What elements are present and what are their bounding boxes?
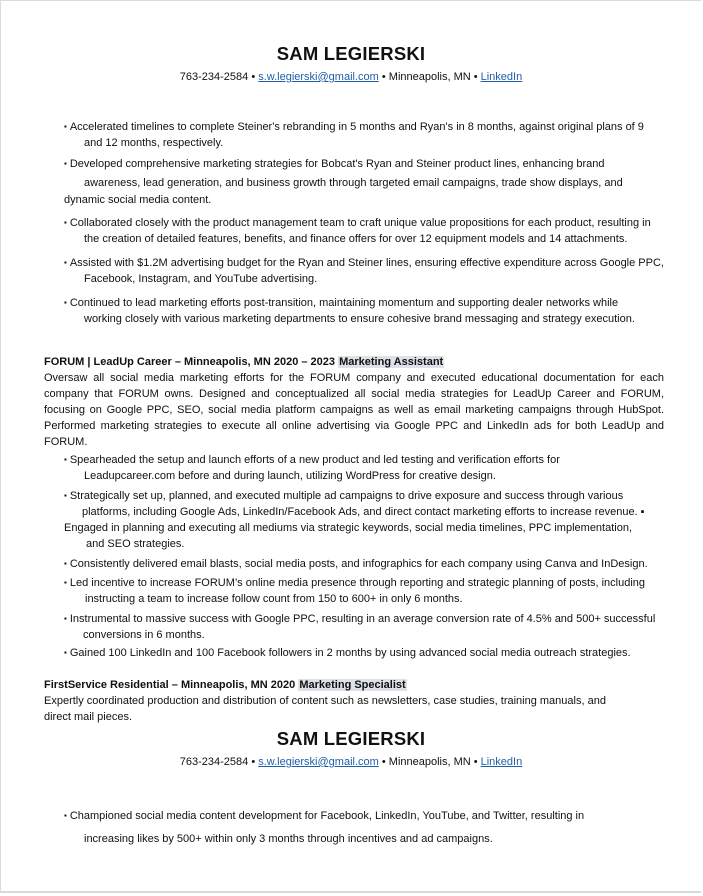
bullet-item (64, 255, 676, 287)
job-title: Marketing Assistant (339, 356, 444, 368)
bullet-text: Instrumental to massive success with Google PPC, resulting in an average conversion rate of 4.5% and 500+ successful (69, 613, 656, 625)
location-text: Minneapolis, MN (388, 756, 471, 768)
bullet-text: Collaborated closely with the product management team to craft unique value propositions for each product, resulting in (69, 217, 651, 229)
bullet-item (64, 575, 676, 607)
bullet-icon: ▪ (64, 648, 67, 657)
bullet-item (64, 119, 676, 151)
separator: • (473, 756, 478, 768)
bullet-icon: ▪ (64, 578, 67, 587)
linkedin-link[interactable]: LinkedIn (480, 71, 523, 83)
bullet-text: Engaged in planning and executing all mediums via strategic keywords, social media timelines, PPC implementation, (64, 522, 633, 534)
bullet-item (64, 556, 676, 572)
job-company-location-dates: FirstService Residential – Minneapolis, MN 2020 (44, 679, 296, 691)
bullet-text: Gained 100 LinkedIn and 100 Facebook followers in 2 months by using advanced social media outreach strategies. (69, 647, 631, 659)
bullet-text: Strategically set up, planned, and executed multiple ad campaigns to drive exposure and success through various (69, 490, 624, 502)
bullet-text: dynamic social media content. (64, 194, 212, 206)
job-company-location-dates: FORUM | LeadUp Career – Minneapolis, MN 2020 – 2023 (44, 356, 336, 368)
email-link[interactable]: s.w.legierski@gmail.com (258, 756, 379, 768)
separator: • (473, 71, 478, 83)
bullet-text: the creation of detailed features, benefits, and finance offers for over 12 equipment models and 14 attachments. (84, 233, 628, 245)
job-title: Marketing Specialist (299, 679, 406, 691)
job-summary-line: Expertly coordinated production and distribution of content such as newsletters, case studies, training manuals, and (44, 695, 606, 707)
bullet-item (64, 295, 676, 327)
bullet-text: awareness, lead generation, and business growth through targeted email campaigns, trade show displays, and (84, 177, 623, 189)
bullet-text: and SEO strategies. (86, 538, 185, 550)
bullet-text: Consistently delivered email blasts, social media posts, and infographics for each company using Canva and InDesign. (69, 558, 648, 570)
bullet-text: Leadupcareer.com before and during launch, utilizing WordPress for creative design. (84, 470, 496, 482)
bullet-item (64, 804, 676, 851)
bullet-item (64, 611, 676, 643)
phone-number: 763-234-2584 (179, 756, 249, 768)
linkedin-link[interactable]: LinkedIn (480, 756, 523, 768)
bullet-item (64, 452, 676, 484)
bullet-icon: ▪ (64, 122, 67, 131)
job-summary: Oversaw all social media marketing efforts for the FORUM company and executed educational documentation for each company that FORUM owns. Designed and conceptualized all social media strategies for LeadUp Career and FORUM, focusing on Google PPC, SEO, social media platform campaigns as well as email marketing campaigns through HubSpot. Performed marketing strategies to execute all online advertising via Google PPC and LinkedIn ads for both LeadUp and FORUM. (44, 372, 664, 448)
candidate-name: SAM LEGIERSKI (276, 43, 426, 64)
bullet-icon: ▪ (64, 218, 67, 227)
separator: • (251, 756, 256, 768)
bullet-text: Accelerated timelines to complete Steiner's rebranding in 5 months and Ryan's in 8 months, against original plans of 9 (69, 121, 644, 133)
bullet-icon: ▪ (64, 559, 67, 568)
bullet-icon: ▪ (64, 491, 67, 500)
bullet-icon: ▪ (64, 159, 67, 168)
bullet-icon: ▪ (64, 614, 67, 623)
bullet-item (64, 215, 676, 247)
phone-number: 763-234-2584 (179, 71, 249, 83)
separator: • (251, 71, 256, 83)
bullet-text: Spearheaded the setup and launch efforts of a new product and led testing and verification efforts for (69, 454, 560, 466)
bullet-text: increasing likes by 500+ within only 3 months through incentives and ad campaigns. (84, 833, 493, 845)
bullet-icon: ▪ (64, 258, 67, 267)
job-summary (44, 693, 664, 725)
location-text: Minneapolis, MN (388, 71, 471, 83)
contact-line (1, 69, 701, 85)
bullet-text: working closely with various marketing departments to ensure cohesive brand messaging and strategy execution. (84, 313, 635, 325)
bullet-icon: ▪ (64, 811, 67, 820)
bullet-item (64, 488, 676, 552)
email-link[interactable]: s.w.legierski@gmail.com (258, 71, 379, 83)
bullet-text: and 12 months, respectively. (84, 137, 224, 149)
bullet-text: Championed social media content development for Facebook, LinkedIn, YouTube, and Twitter, resulting in (69, 810, 585, 822)
bullet-item (64, 645, 676, 661)
bullet-text: Continued to lead marketing efforts post-transition, maintaining momentum and supporting dealer networks while (69, 297, 619, 309)
bullet-text: Assisted with $1.2M advertising budget for the Ryan and Steiner lines, ensuring effective expenditure across Google PPC, (69, 257, 664, 269)
candidate-name: SAM LEGIERSKI (276, 728, 426, 749)
separator: • (381, 756, 386, 768)
bullet-text: Led incentive to increase FORUM’s online media presence through reporting and strategic planning of posts, including (69, 577, 646, 589)
job-heading (44, 354, 674, 370)
job-heading (44, 677, 674, 693)
bullet-text: platforms, including Google Ads, LinkedIn/Facebook Ads, and direct contact marketing efforts to increase revenue. ▪ (82, 506, 645, 518)
job-summary-line: direct mail pieces. (44, 711, 133, 723)
bullet-icon: ▪ (64, 298, 67, 307)
bullet-text: Developed comprehensive marketing strategies for Bobcat's Ryan and Steiner product lines, enhancing brand (69, 158, 605, 170)
bullet-item (64, 154, 676, 208)
bullet-text: conversions in 6 months. (83, 629, 205, 641)
contact-line (1, 754, 701, 770)
bullet-text: Facebook, Instagram, and YouTube advertising. (84, 273, 318, 285)
separator: • (381, 71, 386, 83)
bullet-icon: ▪ (64, 455, 67, 464)
bullet-text: instructing a team to increase follow count from 150 to 600+ in only 6 months. (85, 593, 463, 605)
